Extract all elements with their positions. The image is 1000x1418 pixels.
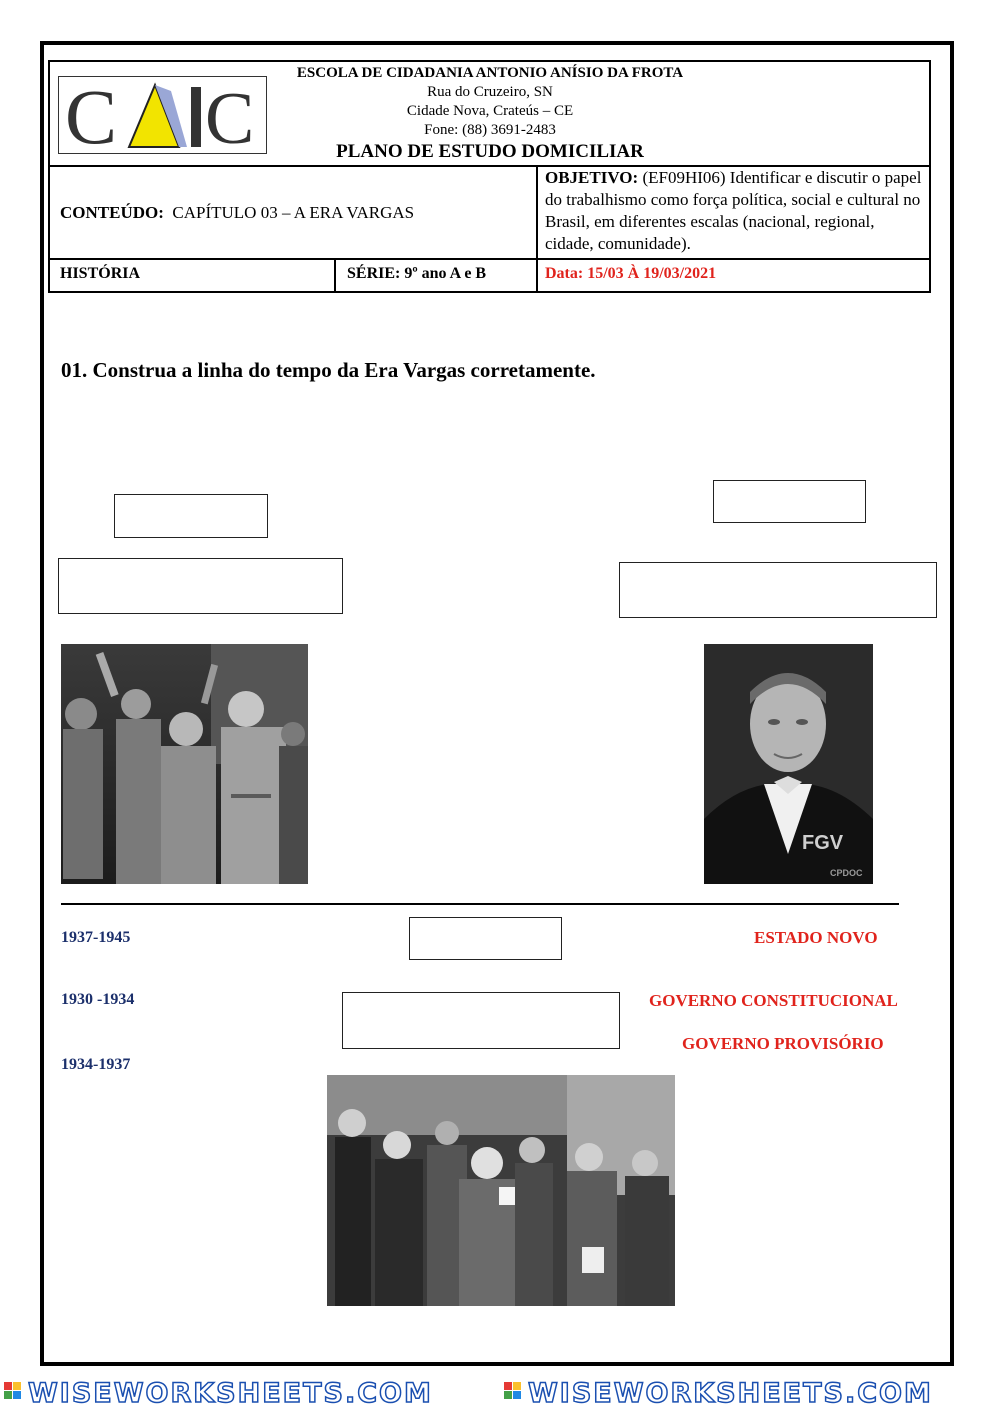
answer-box[interactable] [342,992,620,1049]
objective-label: OBJETIVO: [545,168,639,187]
photo-graphic [704,644,873,884]
year-label: 1937-1945 [61,929,131,946]
revolution-1930-photo [61,644,308,884]
school-phone: Fone: (88) 3691-2483 [424,122,556,138]
objective-text: (EF09HI06) Identificar e discutir o papel do trabalhismo como força política, social e cultural no Brasil, em diferentes escalas (nacional, regional, cidade, comunidade). [545,168,922,253]
banner-text: WISEWORKSHEETS.COM [28,1378,433,1409]
caic-logo-graphic [59,77,267,154]
answer-box[interactable] [58,558,343,614]
photo-graphic [327,1075,675,1306]
date-cell: Data: 15/03 À 19/03/2021 [545,265,717,282]
logo-letter-i [191,87,201,147]
logo-letter-c: C [65,77,118,154]
period-label: ESTADO NOVO [754,928,878,947]
plan-title: PLANO DE ESTUDO DOMICILIAR [336,141,644,162]
question-title: 01. Construa a linha do tempo da Era Vargas corretamente. [61,358,596,382]
answer-box[interactable] [114,494,268,538]
answer-box[interactable] [619,562,937,618]
header-divider [536,165,538,291]
content-value: CAPÍTULO 03 – A ERA VARGAS [172,203,415,222]
objective-cell [545,167,925,255]
content-label: CONTEÚDO: [60,203,164,222]
answer-box[interactable] [409,917,562,960]
banner-text: WISEWORKSHEETS.COM [528,1378,933,1409]
timeline-line [61,903,899,905]
school-city: Cidade Nova, Crateús – CE [406,103,574,119]
fgv-watermark: FGV [802,832,844,854]
answer-box[interactable] [713,480,866,523]
vargas-portrait-photo [704,644,873,884]
school-address: Rua do Cruzeiro, SN [427,84,553,100]
vargas-speech-photo [327,1075,675,1306]
cpdoc-watermark: CPDOC [830,868,863,878]
year-label: 1934-1937 [61,1056,131,1073]
period-label: GOVERNO CONSTITUCIONAL [649,991,898,1010]
logo-letter-c2: C [205,78,255,154]
year-label: 1930 -1934 [61,991,135,1008]
grade-cell: SÉRIE: 9º ano A e B [347,265,487,282]
subject-cell: HISTÓRIA [60,265,141,282]
wise-logo-icon [4,1382,21,1399]
school-name: ESCOLA DE CIDADANIA ANTONIO ANÍSIO DA FROTA [296,65,684,81]
header-divider [334,258,336,291]
header-divider [50,258,929,260]
school-logo [58,76,267,154]
wiseworksheets-banner [0,1376,1000,1413]
period-label: GOVERNO PROVISÓRIO [682,1034,884,1053]
school-info [270,64,710,140]
wise-logo-icon [504,1382,521,1399]
photo-graphic [61,644,308,884]
content-cell [60,203,414,223]
